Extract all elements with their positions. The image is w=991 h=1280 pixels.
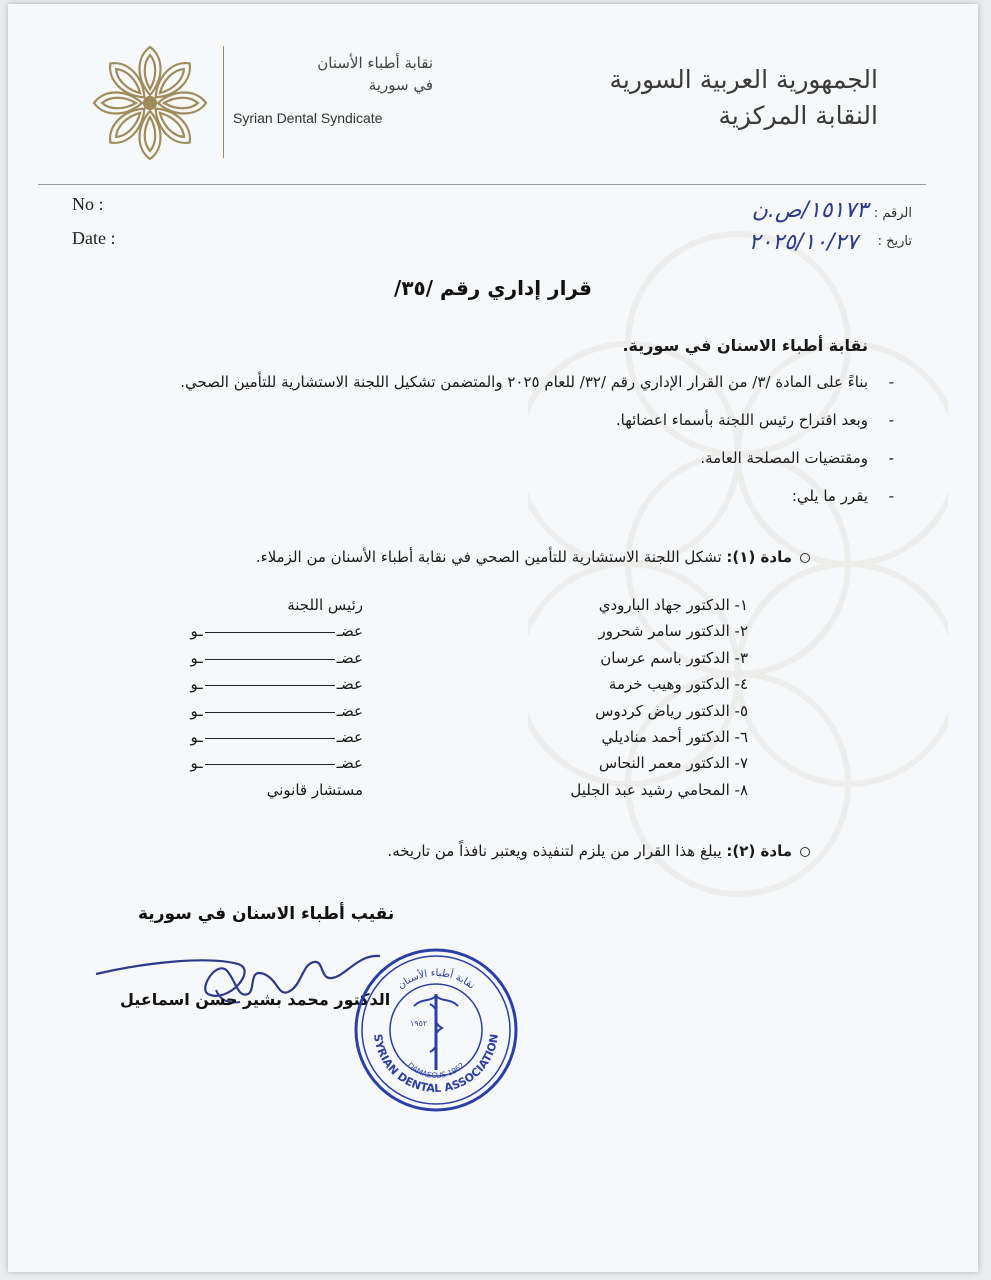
svg-text:١٩٥٢: ١٩٥٢ (410, 1019, 428, 1028)
member-name: ٥- الدكتور رياض كردوس (595, 701, 748, 720)
logo-divider (223, 46, 224, 158)
member-name: ١- الدكتور جهاد البارودي (598, 596, 748, 614)
member-name: ٧- الدكتور معمر النحاس (598, 754, 748, 773)
list-item: - بناءً على المادة /٣/ من القرار الإداري رقم /٣٢/ للعام ٢٠٢٥ والمتضمن تشكيل اللجنة الاستشارية للتأمين الصحي. (180, 373, 894, 391)
member-name: ٣- الدكتور باسم عرسان (600, 648, 748, 667)
table-row (148, 754, 748, 780)
office-name: النقابة المركزية (718, 101, 878, 130)
bullet-circle-icon (800, 847, 810, 857)
article-1 (256, 548, 810, 566)
logo-arabic-line1: نقابة أطباء الأسنان (317, 54, 433, 72)
table-row (148, 622, 748, 648)
table-row (148, 649, 748, 675)
member-name: ٢- الدكتور سامر شحرور (598, 622, 748, 641)
list-item: - ومقتضيات المصلحة العامة. (700, 449, 894, 467)
reference-number: ١٥١٧٣/ص.ن (751, 198, 868, 223)
article-2-label: مادة (٢): (726, 842, 792, 860)
list-item: - وبعد اقتراح رئيس اللجنة بأسماء اعضائها. (615, 411, 894, 429)
preamble-list (66, 368, 894, 520)
no-label-ar: الرقم : (873, 206, 912, 221)
country-name: الجمهورية العربية السورية (609, 65, 878, 94)
member-name: ٤- الدكتور وهيب خرمة (608, 675, 748, 694)
signatory-title: نقيب أطباء الاسنان في سورية (138, 904, 395, 924)
no-label-en: No : (72, 194, 104, 214)
member-role: عضــو (190, 675, 363, 694)
date-label-ar: تاريخ : (877, 234, 912, 249)
svg-text:نقابة أطباء الأسنان: نقابة أطباء الأسنان (395, 967, 477, 992)
table-row (148, 781, 748, 807)
date-label-en: Date : (72, 228, 116, 248)
article-2-text: يبلغ هذا القرار من يلزم لتنفيذه ويعتبر نافذاً من تاريخه. (387, 842, 722, 860)
table-row (148, 675, 748, 701)
intro-line: نقابة أطباء الاسنان في سورية. (622, 336, 868, 355)
article-2 (387, 842, 810, 860)
header-titles (610, 62, 878, 134)
member-role: عضــو (190, 727, 363, 746)
member-role: عضــو (190, 701, 363, 720)
member-role: عضــو (190, 754, 363, 773)
signatory-name: الدكتور محمد بشير حسن اسماعيل (120, 990, 391, 1009)
member-role: مستشار قانوني (266, 780, 363, 799)
svg-text:SYRIAN DENTAL ASSOCIATION: SYRIAN DENTAL ASSOCIATION (371, 1033, 501, 1096)
table-row (148, 702, 748, 728)
official-stamp-icon (352, 946, 520, 1114)
table-row (148, 728, 748, 754)
article-1-label: مادة (١): (726, 548, 792, 566)
list-item: - يقرر ما يلي: (791, 487, 894, 505)
document-page (8, 4, 978, 1272)
table-row (148, 596, 748, 622)
logo-text (233, 52, 433, 126)
article-1-text: تشكل اللجنة الاستشارية للتأمين الصحي في نقابة أطباء الأسنان من الزملاء. (255, 548, 722, 566)
header-rule (38, 184, 926, 185)
decision-title: قرار إداري رقم /٣٥/ (394, 276, 592, 300)
member-name: ٨- المحامي رشيد عبد الجليل (570, 780, 748, 799)
member-role: عضــو (190, 648, 363, 667)
logo-arabic-line2: في سورية (368, 76, 433, 94)
svg-text:DAMASCUS 1962: DAMASCUS 1962 (405, 1060, 467, 1081)
member-name: ٦- الدكتور أحمد منادیلي (601, 727, 748, 746)
member-role: عضــو (190, 622, 363, 641)
handwritten-signature (88, 934, 391, 1024)
logo-english: Syrian Dental Syndicate (233, 110, 383, 126)
members-table (148, 596, 748, 807)
member-role: رئيس اللجنة (287, 596, 363, 614)
bullet-circle-icon (800, 553, 810, 563)
syndicate-logo-icon (80, 38, 220, 168)
decision-date: ٢٠٢٥/١٠/٢٧ (748, 230, 858, 255)
